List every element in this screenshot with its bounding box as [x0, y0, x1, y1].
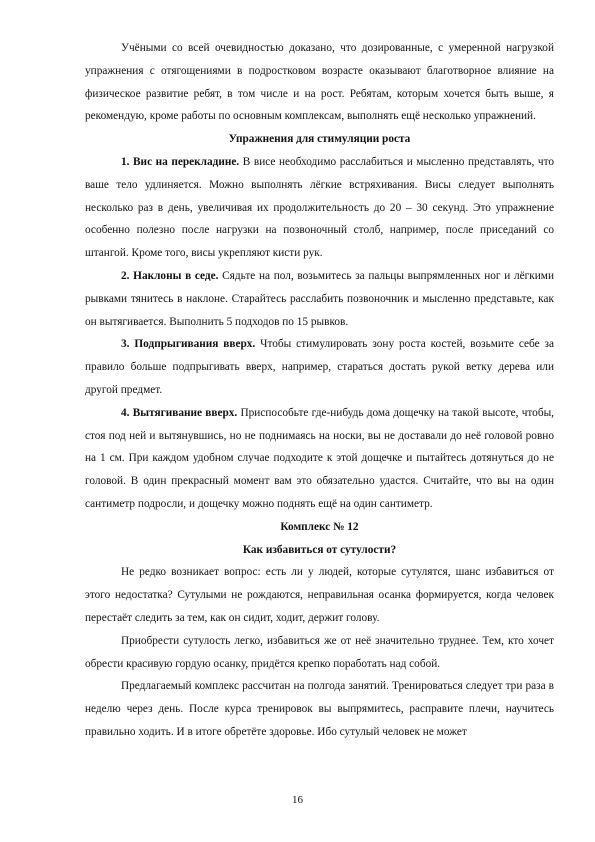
intro-paragraph: Учёными со всей очевидностью доказано, что дозированные, с умеренной нагрузкой упражнения с отягощениями в подростковом возрасте оказывают благотворное влияние на физическое развитие ребят, в том числе и на рост. Ребятам, которым хочется быть выше, я рекомендую, кроме работы по основным комплексам, выполнять ещё несколько упражнений. [85, 42, 554, 123]
section-heading-complex: Комплекс № 12 [280, 520, 359, 533]
stoop-paragraph-2: Приобрести сутулость легко, избавиться же от неё значительно труднее. Тем, кто хочет обрести красивую гордую осанку, придётся крепко поработать над собой. [85, 634, 554, 670]
page-number: 16 [292, 794, 303, 806]
stoop-paragraph-3: Предлагаемый комплекс рассчитан на полгода занятий. Тренироваться следует три раза в неделю через день. После курса тренировок вы выпрямитесь, расправите плечи, научитесь правильно ходить. И в итоге обретёте здоровье. Ибо сутулый человек не может [85, 680, 554, 738]
exercise-1-text: В висе необходимо расслабиться и мысленно представлять, что ваше тело удлиняется. Можно выполнять лёгкие встряхивания. Висы следует выполнять несколько раз в день, увеличивая их продолжительность до 20 – 30 секунд. Это упражнение особенно полезно после нагрузки на позвоночный столб, например, после приседаний со штангой. Кроме того, висы укрепляют кисти рук. [85, 155, 555, 260]
exercise-2-text: Сядьте на пол, возьмитесь за пальцы выпрямленных ног и лёгкими рывками тянитесь в наклоне. Старайтесь расслабить позвоночник и мысленно представьте, как он вытягивается. Выполнить 5 подходов по 15 рывков. [85, 269, 554, 328]
exercise-3-text: Чтобы стимулировать зону роста костей, возьмите себе за правило больше подпрыгивать вверх, например, стараться достать рукой ветку дерева или другой предмет. [85, 338, 554, 396]
exercise-4-title: 4. Вытягивание вверх. [121, 406, 238, 419]
page-body [85, 37, 554, 744]
exercise-2-paragraph [85, 265, 554, 333]
exercise-3-paragraph [85, 333, 554, 401]
exercise-3-title: 3. Подпрыгивания вверх. [121, 338, 256, 351]
exercise-2-title: 2. Наклоны в седе. [121, 269, 219, 282]
section-heading-stoop: Как избавиться от сутулости? [242, 543, 397, 556]
section-heading-growth: Упражнения для стимуляции роста [228, 133, 411, 146]
exercise-1-paragraph [85, 151, 554, 265]
exercise-4-text: Приспособьте где-нибудь дома дощечку на такой высоте, чтобы, стоя под ней и вытянувшись, но не поднимаясь на носки, вы не доставали до неё головой ровно на 1 см. При каждом удобном случае подходите к этой дощечке и пытайтесь дотянуться до не головой. В один прекрасный момент вам это обязательно удастся. Считайте, что вы на один сантиметр подросли, и дощечку можно поднять ещё на один сантиметр. [85, 406, 554, 510]
stoop-paragraph-1: Не редко возникает вопрос: есть ли у людей, которые сутулятся, шанс избавиться от этого недостатка? Сутулыми не рождаются, неправильная осанка формируется, когда человек перестаёт следить за тем, как он сидит, ходит, держит голову. [85, 566, 554, 624]
exercise-4-paragraph [85, 402, 554, 516]
exercise-1-title: 1. Вис на перекладине. [121, 155, 240, 168]
